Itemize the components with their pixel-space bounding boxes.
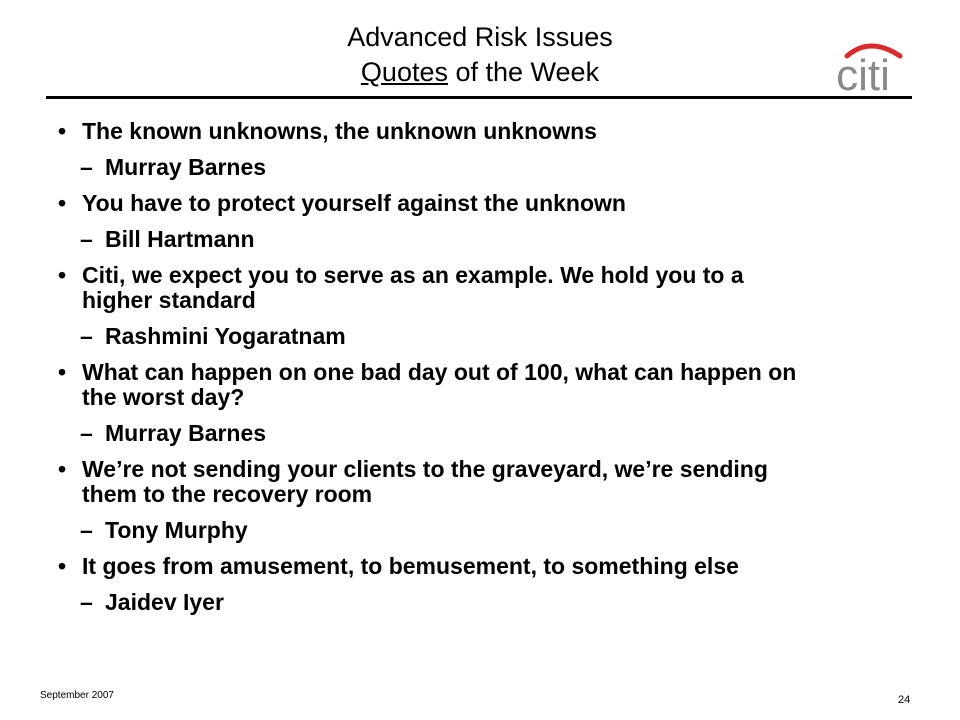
quote-line: The known unknowns, the unknown unknowns [82,118,597,144]
author-name: Bill Hartmann [105,226,255,252]
quote-line: Citi, we expect you to serve as an example. We hold you to a [82,262,744,288]
bullet-icon: • [58,456,67,482]
bullet-icon: • [58,262,67,288]
bullet-icon: • [58,190,67,216]
subtitle-underlined: Quotes [360,57,448,87]
author-name: Jaidev Iyer [105,589,224,615]
logo-text: citi [836,51,890,94]
quote-line: higher standard [82,287,256,313]
quote-text [82,263,744,313]
dash-icon: – [80,323,93,349]
author-name: Rashmini Yogaratnam [105,323,346,349]
quote-text [82,554,739,579]
bullet-icon: • [58,118,67,144]
header-divider [46,96,912,99]
footer-date: September 2007 [40,690,114,701]
quote-line: the worst day? [82,384,245,410]
author-name: Murray Barnes [105,420,267,446]
title-line: Advanced Risk Issues [347,22,613,52]
citi-logo-icon [820,38,906,94]
subtitle-line [0,55,960,90]
dash-icon: – [80,226,93,252]
quote-line: You have to protect yourself against the unknown [82,190,626,216]
bullet-icon: • [58,553,67,579]
quote-line: It goes from amusement, to bemusement, to something else [82,553,739,579]
quote-text [82,360,796,410]
quote-text [82,457,768,507]
dash-icon: – [80,517,93,543]
quote-text [82,119,597,144]
author-name: Tony Murphy [105,517,248,543]
dash-icon: – [80,154,93,180]
quote-line: What can happen on one bad day out of 100, what can happen on [82,359,797,385]
quote-text [82,191,626,216]
page-number: 24 [898,694,911,706]
subtitle-rest: of the Week [447,57,600,87]
dash-icon: – [80,420,93,446]
dash-icon: – [80,589,93,615]
bullet-icon: • [58,359,67,385]
quote-line: them to the recovery room [82,481,373,507]
slide-title [0,20,960,90]
author-name: Murray Barnes [105,154,267,180]
quote-line: We’re not sending your clients to the graveyard, we’re sending [82,456,768,482]
